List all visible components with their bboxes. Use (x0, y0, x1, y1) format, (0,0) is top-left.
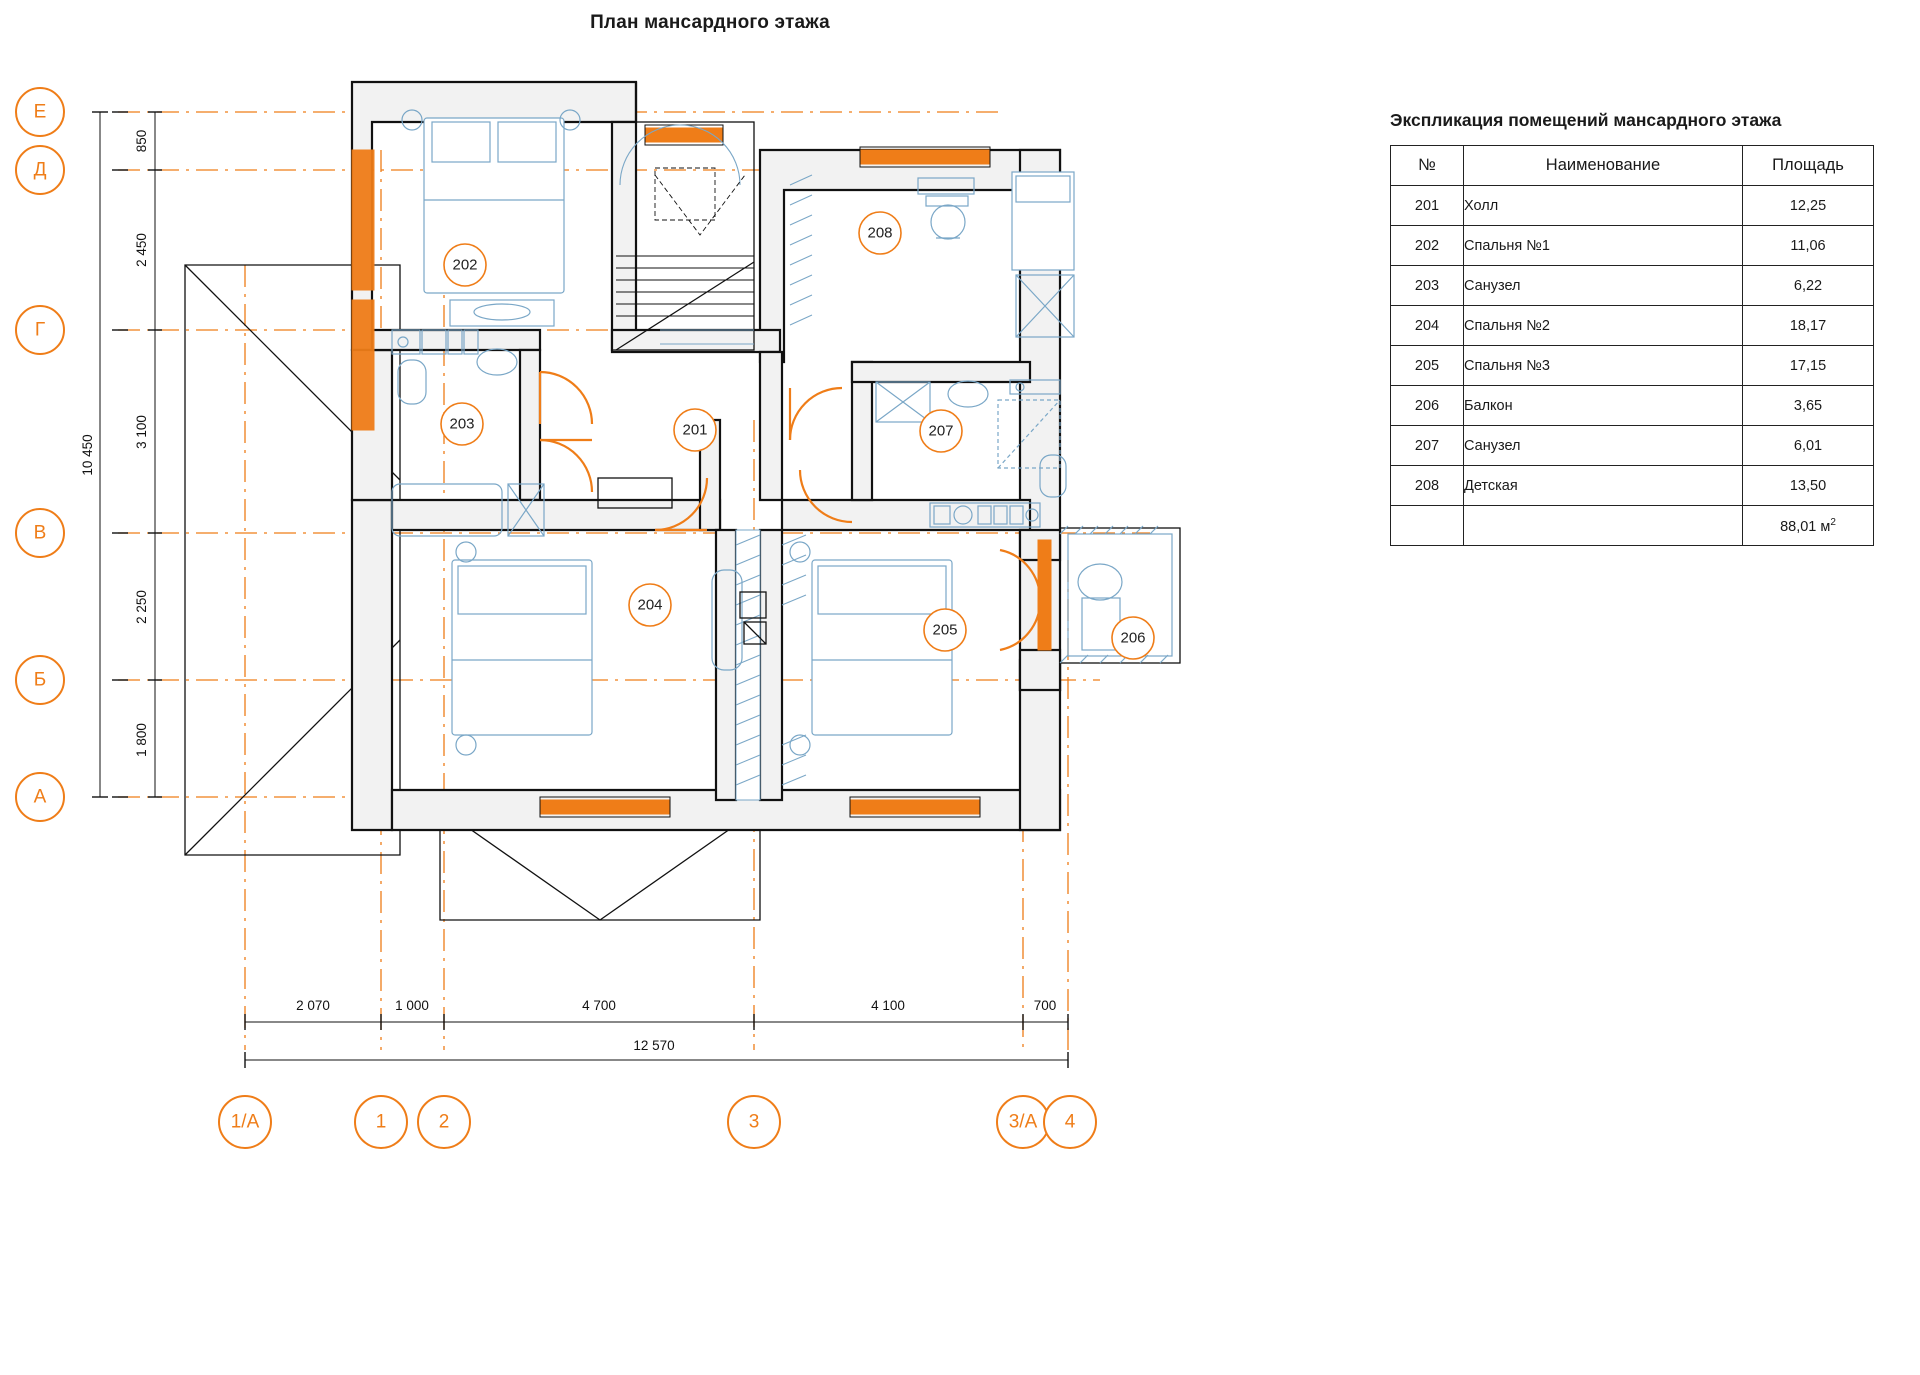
table-total-row (1391, 506, 1874, 546)
table-row (1391, 426, 1874, 466)
room-marker-208[interactable] (859, 212, 901, 254)
room-marker-204[interactable] (629, 584, 671, 626)
room-number: 204 (1391, 306, 1464, 346)
axis-label: Д (33, 159, 47, 181)
table-row (1391, 346, 1874, 386)
table-row (1391, 386, 1874, 426)
room-marker-label: 202 (452, 256, 478, 274)
axis-marker-E[interactable] (16, 88, 64, 136)
room-number: 203 (1391, 266, 1464, 306)
room-name: Спальня №1 (1464, 226, 1743, 266)
room-name: Спальня №2 (1464, 306, 1743, 346)
room-area: 13,50 (1743, 466, 1874, 506)
room-marker-206[interactable] (1112, 617, 1154, 659)
room-marker-207[interactable] (920, 410, 962, 452)
axis-label: 3/А (1008, 1111, 1038, 1133)
room-number: 206 (1391, 386, 1464, 426)
axis-label: 1/А (230, 1111, 260, 1133)
dim-vertical-2: 3 100 (134, 415, 149, 449)
room-marker-label: 205 (932, 621, 958, 639)
axis-label: В (33, 522, 47, 544)
area-unit-sup: 2 (1830, 516, 1836, 528)
table-row (1391, 266, 1874, 306)
room-area: 6,22 (1743, 266, 1874, 306)
page-title: План мансардного этажа (590, 12, 830, 33)
room-name: Санузел (1464, 266, 1743, 306)
dim-horizontal-4: 700 (1033, 998, 1057, 1013)
header-number: № (1391, 146, 1464, 186)
axis-marker-1A[interactable] (219, 1096, 271, 1148)
table-header-row (1391, 146, 1874, 186)
axis-label: 1 (375, 1111, 387, 1133)
room-marker-label: 208 (867, 224, 893, 242)
dim-vertical-0: 850 (134, 129, 149, 153)
room-name: Детская (1464, 466, 1743, 506)
axis-marker-V[interactable] (16, 509, 64, 557)
axis-marker-1[interactable] (355, 1096, 407, 1148)
table-row (1391, 186, 1874, 226)
room-area: 12,25 (1743, 186, 1874, 226)
axis-marker-B[interactable] (16, 656, 64, 704)
header-name: Наименование (1464, 146, 1743, 186)
axis-marker-3A[interactable] (997, 1096, 1049, 1148)
room-marker-label: 207 (928, 422, 954, 440)
total-area: 88,01 $м^2$ (1743, 506, 1874, 546)
dim-horizontal-0: 2 070 (296, 998, 330, 1013)
room-name: Спальня №3 (1464, 346, 1743, 386)
axis-marker-4[interactable] (1044, 1096, 1096, 1148)
dim-vertical-3: 2 250 (134, 590, 149, 624)
dim-horizontal-3: 4 100 (871, 998, 905, 1013)
table-row (1391, 226, 1874, 266)
dim-vertical-4: 1 800 (134, 723, 149, 757)
room-marker-203[interactable] (441, 403, 483, 445)
room-marker-label: 203 (449, 415, 475, 433)
axis-marker-3[interactable] (728, 1096, 780, 1148)
dimension-chain-horizontal (245, 998, 1068, 1068)
furniture-desk-202 (450, 300, 554, 326)
axis-marker-2[interactable] (418, 1096, 470, 1148)
explication-table (1390, 145, 1874, 546)
axis-label: 4 (1064, 1111, 1076, 1133)
axis-marker-A[interactable] (16, 773, 64, 821)
room-area: 11,06 (1743, 226, 1874, 266)
dimension-chain-vertical (80, 112, 162, 797)
furniture-bed-204 (452, 542, 592, 755)
room-number: 207 (1391, 426, 1464, 466)
dim-horizontal-total: 12 570 (633, 1038, 675, 1053)
room-area: 17,15 (1743, 346, 1874, 386)
total-name (1464, 506, 1743, 546)
axis-label: Г (34, 319, 46, 341)
room-number: 208 (1391, 466, 1464, 506)
room-marker-label: 201 (682, 421, 708, 439)
table-row (1391, 466, 1874, 506)
axis-marker-D[interactable] (16, 146, 64, 194)
furniture-bed-205 (790, 542, 952, 755)
dim-horizontal-1: 1 000 (395, 998, 429, 1013)
explication-panel (1390, 110, 1890, 546)
dim-vertical-1: 2 450 (134, 233, 149, 267)
room-marker-205[interactable] (924, 609, 966, 651)
room-marker-201[interactable] (674, 409, 716, 451)
axis-label: 2 (438, 1111, 450, 1133)
axis-label: Е (33, 101, 47, 123)
room-number: 205 (1391, 346, 1464, 386)
axis-label: 3 (748, 1111, 760, 1133)
axis-label: А (33, 786, 47, 808)
room-area: 3,65 (1743, 386, 1874, 426)
furniture-room-208 (918, 172, 1074, 337)
axis-label: Б (33, 669, 47, 691)
room-area: 6,01 (1743, 426, 1874, 466)
dim-vertical-total: 10 450 (80, 434, 95, 476)
room-marker-label: 206 (1120, 629, 1146, 647)
room-name: Санузел (1464, 426, 1743, 466)
explication-title: Экспликация помещений мансардного этажа (1390, 110, 1782, 130)
room-name: Балкон (1464, 386, 1743, 426)
room-marker-label: 204 (637, 596, 663, 614)
header-area: Площадь (1743, 146, 1874, 186)
axis-marker-G[interactable] (16, 306, 64, 354)
room-name: Холл (1464, 186, 1743, 226)
room-area: 18,17 (1743, 306, 1874, 346)
room-number: 201 (1391, 186, 1464, 226)
furniture-bed-202 (402, 110, 580, 293)
dim-horizontal-2: 4 700 (582, 998, 616, 1013)
table-row (1391, 306, 1874, 346)
room-marker-202[interactable] (444, 244, 486, 286)
room-number: 202 (1391, 226, 1464, 266)
